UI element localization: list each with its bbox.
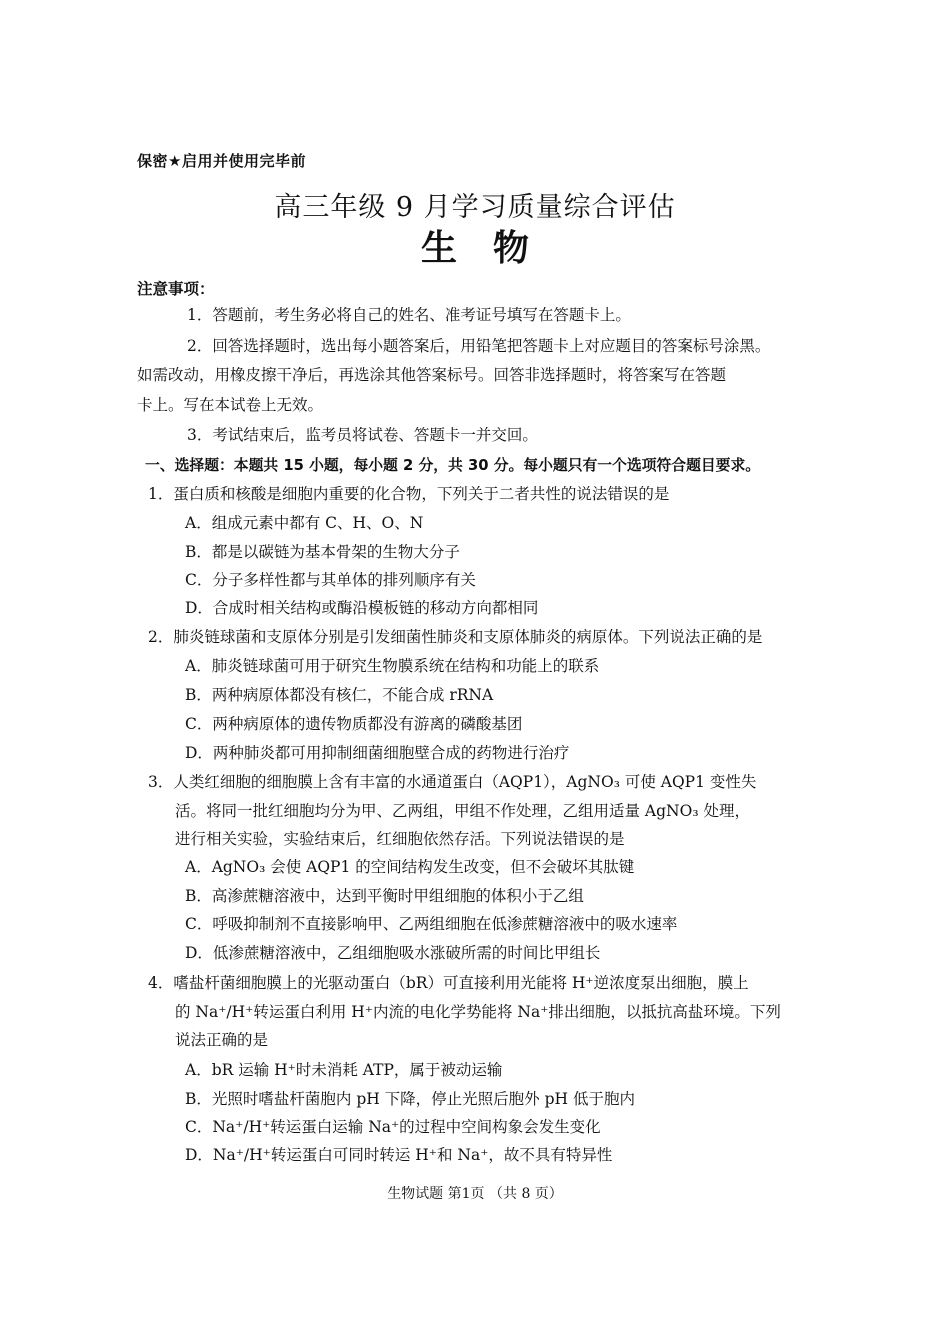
question-1-option-c: C．分子多样性都与其单体的排列顺序有关 xyxy=(185,571,476,589)
question-4-stem-line-1: 4．嗜盐杆菌细胞膜上的光驱动蛋白（bR）可直接利用光能将 H⁺逆浓度泵出细胞，膜上 xyxy=(148,974,749,992)
subject-title: 生物 xyxy=(420,228,565,269)
question-4-option-b: B．光照时嗜盐杆菌胞内 pH 下降，停止光照后胞外 pH 低于胞内 xyxy=(185,1090,635,1108)
note-item-3: 3．考试结束后，监考员将试卷、答题卡一并交回。 xyxy=(187,426,538,444)
question-2-option-b: B．两种病原体都没有核仁，不能合成 rRNA xyxy=(185,686,494,704)
question-1-option-b: B．都是以碳链为基本骨架的生物大分子 xyxy=(185,543,460,561)
question-1-option-a: A．组成元素中都有 C、H、O、N xyxy=(185,514,424,532)
question-3-option-a: A．AgNO₃ 会使 AQP1 的空间结构发生改变，但不会破坏其肽键 xyxy=(185,858,635,876)
confidential-label: 保密★启用并使用完毕前 xyxy=(137,152,306,170)
exam-title: 高三年级 9 月学习质量综合评估 xyxy=(274,192,676,223)
question-4-stem-line-3: 说法正确的是 xyxy=(175,1031,269,1049)
question-4-option-a: A．bR 运输 H⁺时未消耗 ATP，属于被动运输 xyxy=(185,1061,503,1079)
question-2-option-d: D．两种肺炎都可用抑制细菌细胞壁合成的药物进行治疗 xyxy=(185,744,570,762)
note-item-2-line-3: 卡上。写在本试卷上无效。 xyxy=(137,396,324,414)
question-3-option-c: C．呼吸抑制剂不直接影响甲、乙两组细胞在低渗蔗糖溶液中的吸水速率 xyxy=(185,915,678,933)
question-4-stem-line-2: 的 Na⁺/H⁺转运蛋白利用 H⁺内流的电化学势能将 Na⁺排出细胞，以抵抗高盐环境。下列 xyxy=(175,1003,781,1021)
question-1-option-d: D．合成时相关结构或酶沿模板链的移动方向都相同 xyxy=(185,599,539,617)
question-1-stem: 1．蛋白质和核酸是细胞内重要的化合物，下列关于二者共性的说法错误的是 xyxy=(148,485,670,503)
note-item-2-line-1: 2．回答选择题时，选出每小题答案后，用铅笔把答题卡上对应题目的答案标号涂黑。 xyxy=(187,337,771,355)
notes-heading: 注意事项： xyxy=(137,280,215,298)
section-heading-choice: 一、选择题：本题共 15 小题，每小题 2 分，共 30 分。每小题只有一个选项符合题目要求。 xyxy=(145,457,761,474)
question-3-stem-line-1: 3．人类红细胞的细胞膜上含有丰富的水通道蛋白（AQP1），AgNO₃ 可使 AQP1 变性失 xyxy=(148,773,757,791)
question-2-option-a: A．肺炎链球菌可用于研究生物膜系统在结构和功能上的联系 xyxy=(185,657,600,675)
question-2-option-c: C．两种病原体的遗传物质都没有游离的磷酸基团 xyxy=(185,715,523,733)
page-footer: 生物试题 第1页 （共 8 页） xyxy=(387,1186,563,1202)
question-3-stem-line-3: 进行相关实验，实验结束后，红细胞依然存活。下列说法错误的是 xyxy=(175,830,625,848)
question-2-stem: 2．肺炎链球菌和支原体分别是引发细菌性肺炎和支原体肺炎的病原体。下列说法正确的是 xyxy=(148,628,763,646)
question-3-stem-line-2: 活。将同一批红细胞均分为甲、乙两组，甲组不作处理，乙组用适量 AgNO₃ 处理， xyxy=(175,802,750,820)
question-3-option-b: B．高渗蔗糖溶液中，达到平衡时甲组细胞的体积小于乙组 xyxy=(185,887,584,905)
question-4-option-d: D．Na⁺/H⁺转运蛋白可同时转运 H⁺和 Na⁺，故不具有特异性 xyxy=(185,1146,613,1164)
note-item-1: 1．答题前，考生务必将自己的姓名、准考证号填写在答题卡上。 xyxy=(187,306,631,324)
question-4-option-c: C．Na⁺/H⁺转运蛋白运输 Na⁺的过程中空间构象会发生变化 xyxy=(185,1118,601,1136)
question-3-option-d: D．低渗蔗糖溶液中，乙组细胞吸水涨破所需的时间比甲组长 xyxy=(185,944,601,962)
note-item-2-line-2: 如需改动，用橡皮擦干净后，再选涂其他答案标号。回答非选择题时，将答案写在答题 xyxy=(137,366,727,384)
